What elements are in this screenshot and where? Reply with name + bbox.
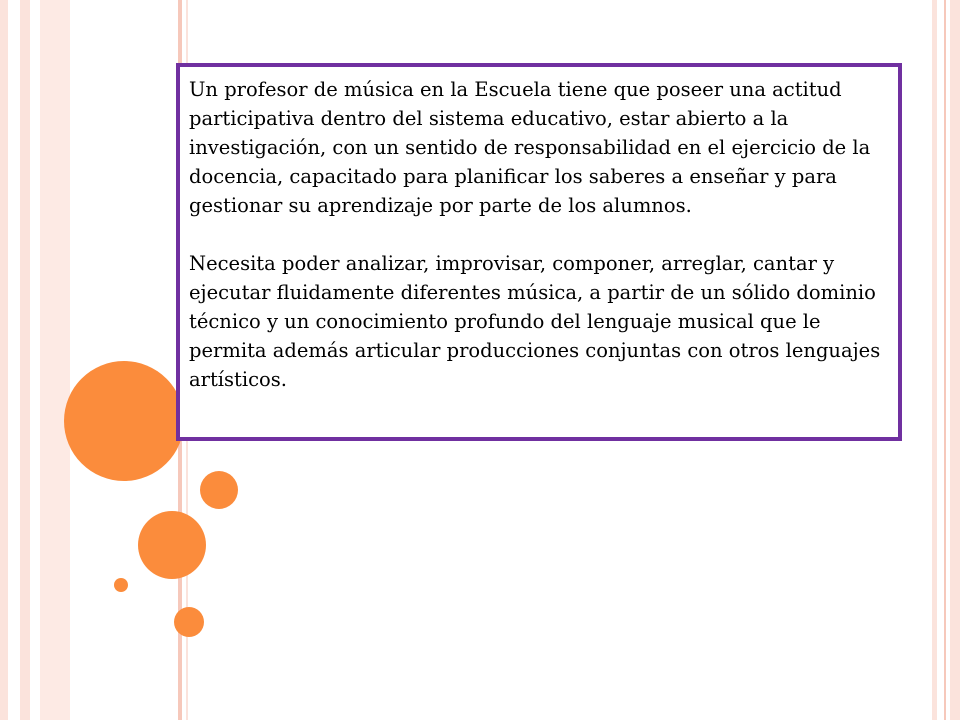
decorative-circle-medium [138,511,206,579]
decorative-stripe [950,0,960,720]
paragraph-teacher-profile: Un profesor de música en la Escuela tiene que poseer una actitud participativa dentro del sistema educativo, estar abierto a la investigación, con un sentido de responsabilidad en el ejercicio de la docencia, capacitado para planificar los saberes a enseñar y para gestionar su aprendizaje por parte de los alumnos. [189,78,871,217]
decorative-circle-small [174,607,204,637]
decorative-stripe [932,0,937,720]
decorative-stripe [20,0,30,720]
content-text-box [176,63,902,441]
decorative-stripe [40,0,70,720]
decorative-circle-small [200,471,238,509]
decorative-circle-large [64,361,184,481]
decorative-stripe [0,0,8,720]
decorative-stripe [944,0,946,720]
decorative-circle-tiny [114,578,128,592]
paragraph-musical-skills: Necesita poder analizar, improvisar, componer, arreglar, cantar y ejecutar fluidamente diferentes música, a partir de un sólido dominio técnico y un conocimiento profundo del lenguaje musical que le permita además articular producciones conjuntas con otros lenguajes artísticos. [189,252,881,391]
